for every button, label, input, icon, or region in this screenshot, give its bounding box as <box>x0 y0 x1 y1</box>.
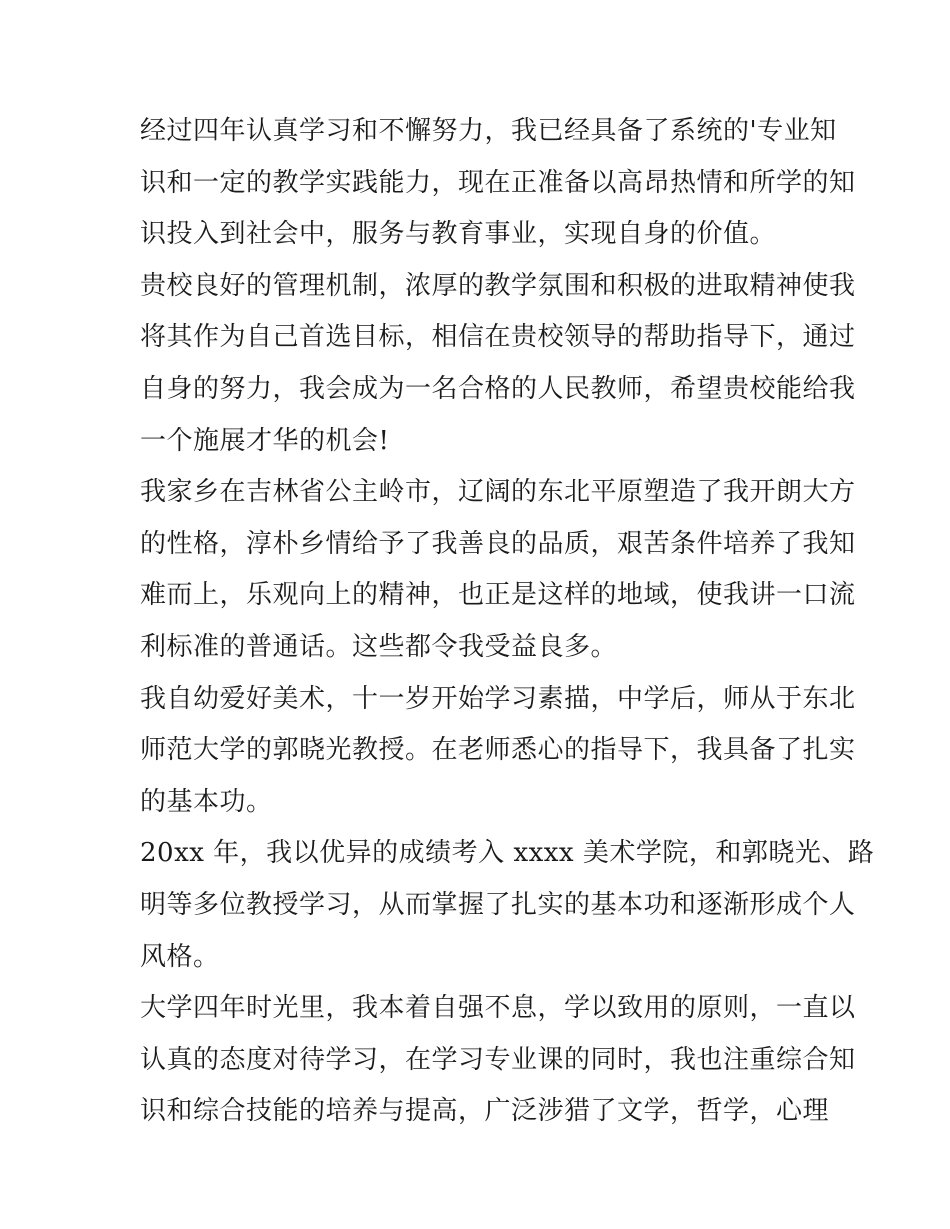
text-line: 自身的努力，我会成为一名合格的人民教师，希望贵校能给我 <box>140 373 856 404</box>
text-line: 风格。 <box>140 941 220 972</box>
text-line: 将其作为自己首选目标，相信在贵校领导的帮助指导下，通过 <box>140 322 856 353</box>
text-line: 难而上，乐观向上的精神，也正是这样的地域，使我讲一口流 <box>140 580 856 611</box>
text-line: 我自幼爱好美术，十一岁开始学习素描，中学后，师从于东北 <box>140 683 856 714</box>
text-line: 经过四年认真学习和不懈努力，我已经具备了系统的'专业知 <box>140 116 837 146</box>
text-line: 的性格，淳朴乡情给予了我善良的品质，艰苦条件培养了我知 <box>140 528 856 559</box>
text-line: 20xx 年，我以优异的成绩考入 xxxx 美术学院，和郭晓光、路 <box>140 838 875 869</box>
text-line: 一个施展才华的机会! <box>140 425 390 456</box>
body-text <box>140 106 875 1138</box>
text-line: 识和一定的教学实践能力，现在正准备以高昂热情和所学的知 <box>140 167 856 198</box>
text-line: 的基本功。 <box>140 786 273 817</box>
text-line: 明等多位教授学习，从而掌握了扎实的基本功和逐渐形成个人 <box>140 889 856 920</box>
text-line: 大学四年时光里，我本着自强不息，学以致用的原则，一直以 <box>140 993 856 1024</box>
text-line: 识投入到社会中，服务与教育事业，实现自身的价值。 <box>140 219 777 250</box>
text-line: 师范大学的郭晓光教授。在老师悉心的指导下，我具备了扎实 <box>140 735 856 766</box>
text-line: 利标准的普通话。这些都令我受益良多。 <box>140 631 618 662</box>
text-line: 贵校良好的管理机制，浓厚的教学氛围和积极的进取精神使我 <box>140 270 856 301</box>
text-line: 识和综合技能的培养与提高，广泛涉猎了文学，哲学，心理 <box>140 1096 830 1127</box>
text-line: 认真的态度对待学习，在学习专业课的同时，我也注重综合知 <box>140 1044 856 1075</box>
text-line: 我家乡在吉林省公主岭市，辽阔的东北平原塑造了我开朗大方 <box>140 477 856 508</box>
